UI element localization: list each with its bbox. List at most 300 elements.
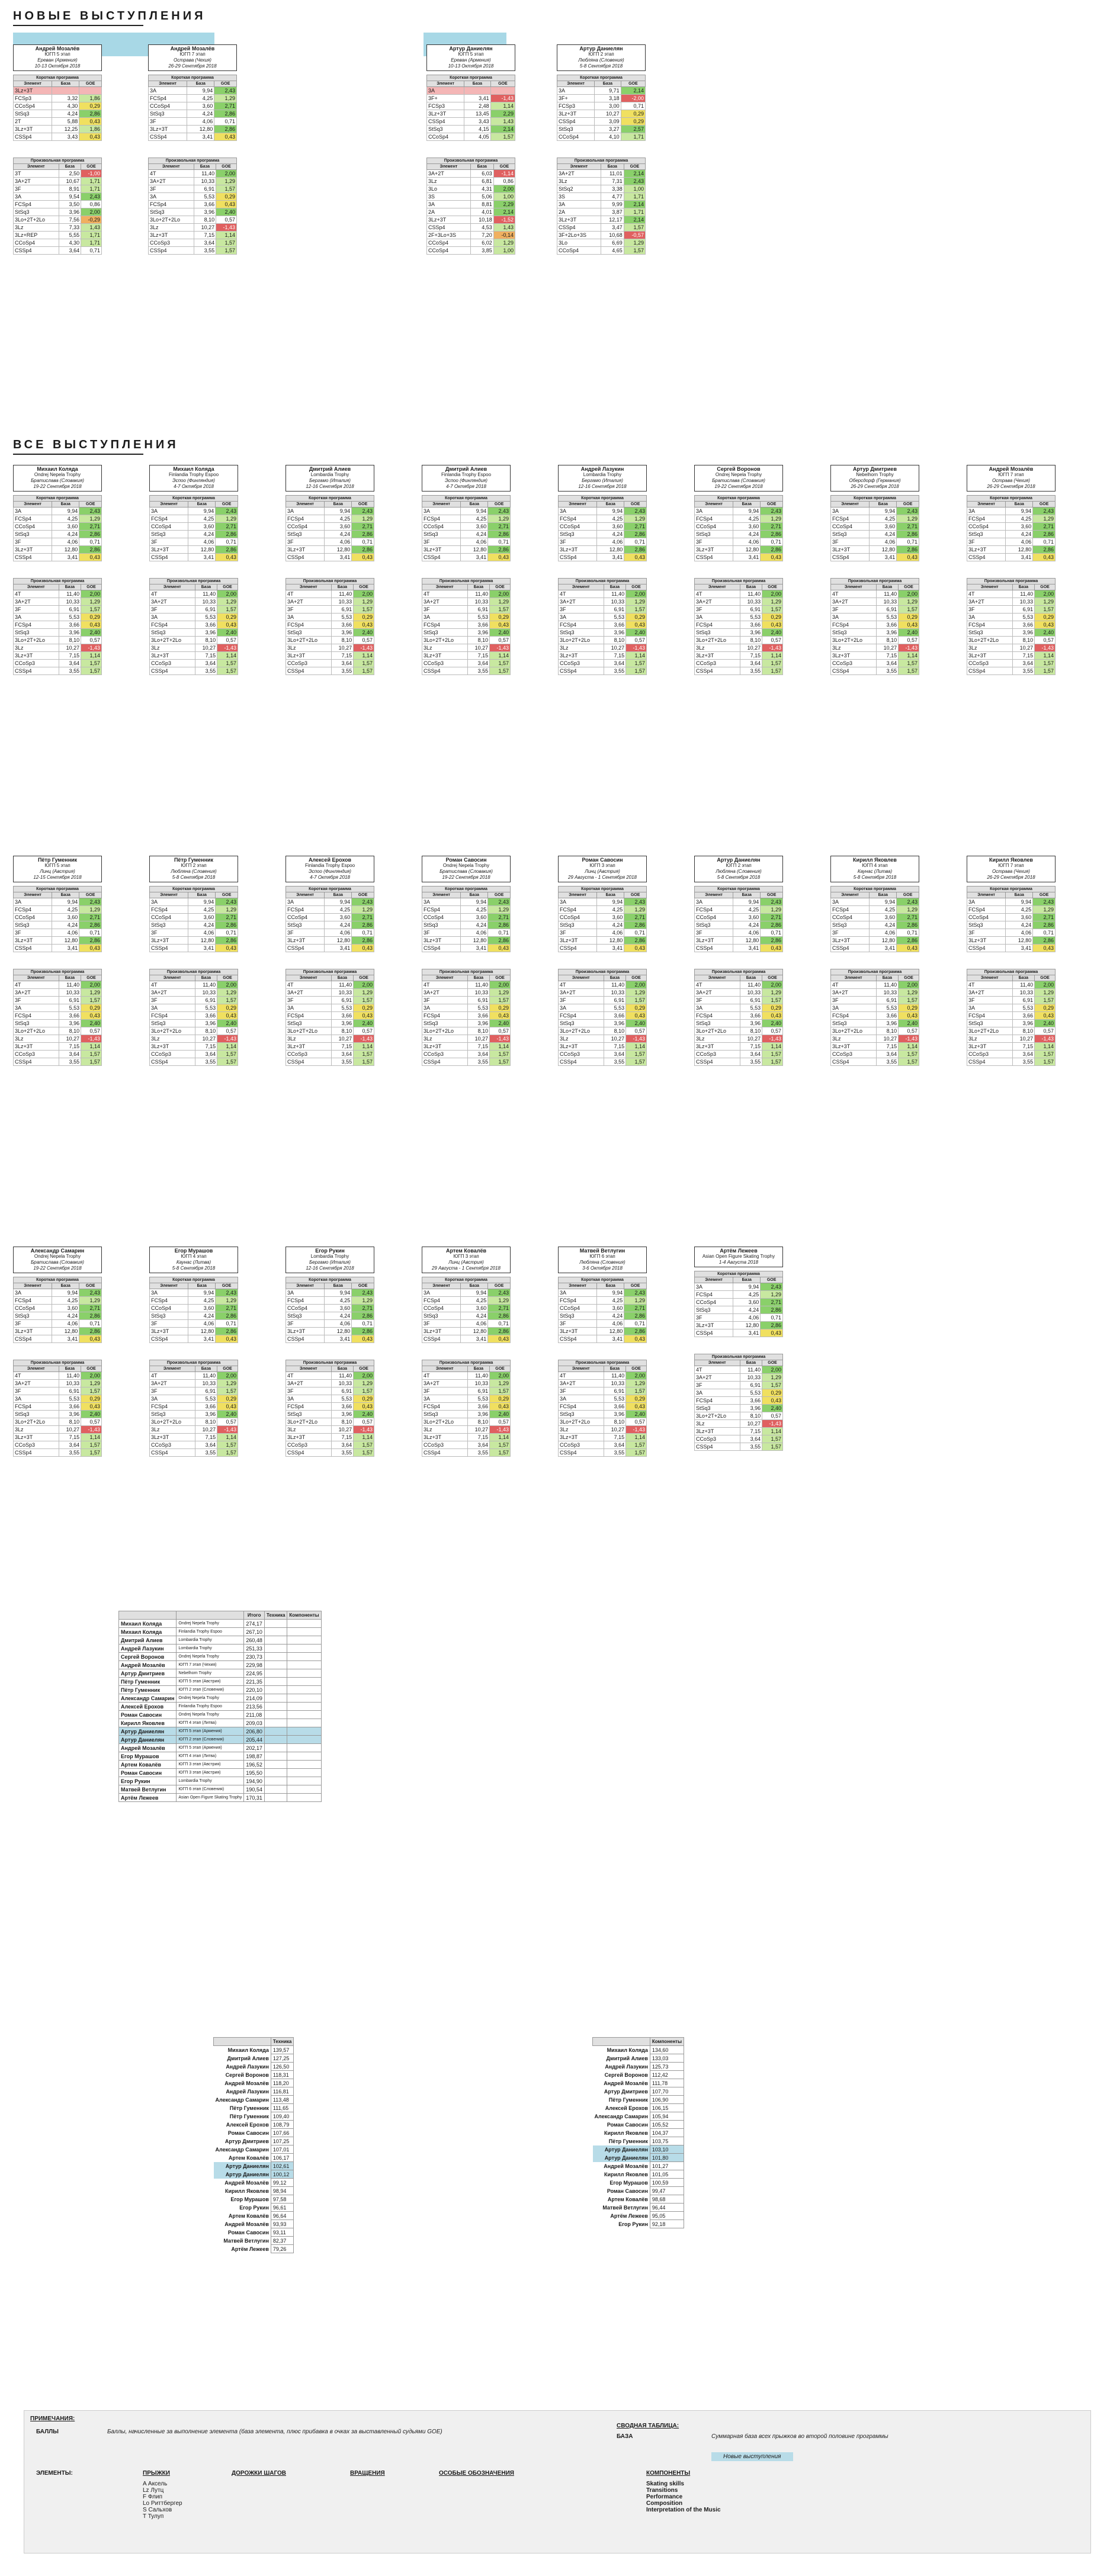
element-goe: 2,00 [81, 590, 102, 598]
element-header: Элемент [831, 892, 870, 898]
element-header: Элемент [831, 975, 877, 981]
element-base: 7,33 [59, 224, 81, 232]
element-base: 8,10 [1012, 637, 1035, 644]
element-base: 7,15 [331, 1434, 354, 1441]
element-goe: 1,29 [216, 1297, 238, 1305]
element-base: 6,69 [601, 239, 624, 247]
element-goe: 2,43 [761, 898, 783, 906]
notes-panel [24, 2410, 1091, 2553]
element-goe: -1,00 [81, 170, 102, 178]
element-name: 3F [286, 1320, 325, 1328]
program-title: Произвольная программа [149, 158, 237, 164]
base-header: База [331, 584, 354, 590]
element-base: 5,53 [876, 1004, 899, 1012]
rank-name: Кирилл Яковлев [224, 2188, 269, 2194]
element-row [831, 1035, 919, 1043]
element-goe: 2,86 [216, 921, 238, 929]
element-base: 7,20 [470, 232, 493, 239]
element-row [286, 1289, 374, 1297]
element-row [967, 538, 1056, 546]
rank-name: Артем Ковалёв [607, 2196, 648, 2202]
skater-card [694, 465, 783, 675]
element-goe: 0,57 [1035, 637, 1056, 644]
element-row [967, 1020, 1056, 1027]
element-row [559, 554, 647, 561]
element-row [14, 170, 102, 178]
element-row [967, 606, 1056, 614]
rank-row [214, 2079, 294, 2087]
element-name: 3Lo+2T+2Lo [286, 637, 332, 644]
element-base: 5,53 [194, 193, 216, 201]
element-name: 3F [422, 538, 461, 546]
element-base: 3,64 [59, 1441, 81, 1449]
base-header: База [52, 81, 79, 87]
element-goe: 2,86 [488, 1312, 511, 1320]
element-name: CCoSp4 [831, 914, 870, 921]
element-base: 4,24 [188, 531, 216, 538]
rank-name: Дмитрий Алиев [227, 2055, 269, 2061]
element-row [695, 629, 783, 637]
event-dates: 19-22 Сентября 2018 [33, 1265, 82, 1271]
element-goe: 0,57 [217, 637, 238, 644]
goe-header: GOE [488, 502, 511, 508]
element-row [422, 921, 511, 929]
event-place: Каунас (Литва) [176, 1260, 211, 1265]
element-name: CSSp4 [831, 667, 877, 675]
skater-card [13, 465, 102, 675]
element-base: 3,55 [604, 667, 626, 675]
element-goe: 1,43 [81, 224, 102, 232]
element-base: 10,27 [195, 1035, 217, 1043]
element-table [422, 969, 511, 1066]
element-goe: 0,71 [216, 538, 238, 546]
element-base: 9,94 [733, 898, 761, 906]
element-name: FCSp4 [967, 906, 1006, 914]
element-goe: 1,57 [217, 1058, 238, 1066]
element-base: 9,94 [733, 1283, 761, 1291]
element-base: 5,53 [467, 1004, 490, 1012]
element-base: 6,91 [195, 997, 217, 1004]
element-row [831, 937, 919, 945]
rank-name: Кирилл Яковлев [604, 2129, 648, 2136]
element-row [695, 1020, 783, 1027]
element-base: 3,41 [188, 554, 216, 561]
element-base: 5,53 [331, 1004, 354, 1012]
element-base: 3,60 [325, 914, 352, 921]
element-goe: 0,71 [81, 247, 102, 255]
element-goe: 2,00 [217, 981, 238, 989]
element-base: 7,15 [604, 1043, 626, 1051]
rank-name: Артур Дмитриев [604, 2088, 648, 2095]
element-goe: 0,57 [216, 216, 237, 224]
element-row [967, 1051, 1056, 1058]
element-name: CCoSp4 [150, 914, 188, 921]
element-goe: 0,71 [761, 929, 783, 937]
base-header: База [740, 1360, 762, 1366]
element-row [286, 1380, 374, 1387]
element-base: 4,25 [325, 1297, 352, 1305]
element-row [150, 629, 238, 637]
element-row [427, 133, 515, 141]
element-name: 4T [14, 590, 59, 598]
rank-name: Михаил Коляда [227, 2047, 269, 2053]
element-row [14, 997, 102, 1004]
element-goe: 1,57 [81, 606, 102, 614]
element-name: 3Lz [150, 644, 195, 652]
goe-header: GOE [79, 892, 102, 898]
summary-row [119, 1769, 322, 1777]
element-goe: 1,71 [624, 208, 645, 216]
element-row [695, 1420, 783, 1428]
element-table [558, 495, 647, 561]
element-name: 3A+2T [14, 598, 59, 606]
element-header: Элемент [695, 584, 740, 590]
element-row [150, 1434, 238, 1441]
element-row [150, 1328, 238, 1335]
base-header: База [59, 975, 81, 981]
rank-value: 96,44 [650, 2204, 684, 2212]
element-row [422, 538, 511, 546]
element-goe: 2,86 [488, 1328, 511, 1335]
rank-value: 105,94 [650, 2112, 684, 2121]
rank-row [214, 2187, 294, 2195]
element-row [559, 1004, 647, 1012]
element-base: 3,60 [461, 1305, 488, 1312]
event-place: Братислава (Словакия) [31, 478, 84, 483]
element-base: 9,94 [188, 898, 216, 906]
summary-event: Finlandia Trophy Espoo [177, 1628, 244, 1636]
element-base: 3,66 [876, 621, 899, 629]
element-row [695, 1389, 783, 1397]
element-row [14, 1403, 102, 1411]
element-name: 3A [14, 1395, 59, 1403]
element-row [422, 1380, 511, 1387]
summary-row [119, 1719, 322, 1727]
element-row [14, 87, 102, 95]
element-base: 3,66 [740, 621, 762, 629]
element-base: 3,60 [188, 523, 216, 531]
element-row [427, 102, 515, 110]
element-name: FCSp4 [695, 906, 733, 914]
element-name: 3Lz [559, 644, 604, 652]
element-goe: 2,71 [624, 914, 647, 921]
element-goe: 2,43 [761, 1283, 783, 1291]
element-row [286, 637, 374, 644]
element-name: 4T [967, 981, 1013, 989]
element-name: FCSp4 [150, 621, 195, 629]
element-name: 3Lz+3T [14, 87, 52, 95]
element-table [558, 1277, 647, 1343]
element-goe: 2,86 [897, 546, 919, 554]
element-row [695, 621, 783, 629]
rank-tech-title: Техника [271, 2038, 293, 2046]
element-base: 10,33 [194, 178, 216, 185]
element-table [149, 1360, 238, 1457]
element-base: 7,15 [1012, 1043, 1035, 1051]
rank-name: Роман Савосин [607, 2188, 648, 2194]
base-header: База [464, 81, 491, 87]
element-table [694, 1354, 783, 1451]
element-base: 5,53 [740, 614, 762, 621]
element-row [559, 989, 647, 997]
element-goe: 0,57 [354, 637, 374, 644]
element-row [14, 1289, 102, 1297]
element-name: 3F [559, 929, 597, 937]
element-base: 3,55 [331, 1058, 354, 1066]
event-name: ЮГП 7 этап [179, 52, 206, 57]
element-base: 9,99 [601, 201, 624, 208]
element-goe: 2,71 [488, 1305, 511, 1312]
base-header: База [187, 81, 214, 87]
element-table [830, 886, 919, 952]
element-table [285, 495, 374, 561]
element-row [559, 997, 647, 1004]
element-goe: 0,29 [1035, 1004, 1056, 1012]
element-goe: 0,29 [490, 1395, 511, 1403]
element-row [14, 110, 102, 118]
element-goe: 0,43 [1033, 554, 1056, 561]
element-base: 7,15 [740, 1043, 762, 1051]
element-goe: -1,43 [217, 644, 238, 652]
notes-goe-label: БАЗА [617, 2433, 633, 2440]
element-goe: 1,14 [626, 1043, 647, 1051]
element-name: StSq3 [967, 531, 1006, 538]
element-row [286, 1328, 374, 1335]
element-base: 3,64 [740, 660, 762, 667]
element-base: 10,18 [470, 216, 493, 224]
summary-total: 274,17 [244, 1620, 265, 1628]
element-row [14, 232, 102, 239]
base-header: База [188, 892, 216, 898]
element-table [285, 1277, 374, 1343]
rank-row [214, 2104, 294, 2112]
element-row [150, 1312, 238, 1320]
element-goe: 2,40 [354, 1411, 374, 1418]
element-header: Элемент [150, 892, 188, 898]
element-table [558, 1360, 647, 1457]
summary-event: ЮГП 4 этап (Литва) [177, 1719, 244, 1727]
goe-header: GOE [762, 1360, 783, 1366]
element-goe: 1,00 [624, 185, 645, 193]
element-goe: 2,86 [624, 921, 647, 929]
event-name: ЮГП 7 этап [998, 863, 1024, 868]
element-base: 3,66 [195, 1012, 217, 1020]
element-base: 12,80 [461, 937, 488, 945]
element-goe: 2,00 [216, 170, 237, 178]
element-name: 3Lz [14, 1426, 59, 1434]
element-name: 3Lz+3T [422, 937, 461, 945]
element-base: 3,41 [733, 1329, 761, 1337]
summary-name: Андрей Мозалёв [119, 1661, 177, 1669]
element-row [831, 906, 919, 914]
element-row [422, 508, 511, 515]
element-goe: 1,57 [217, 1441, 238, 1449]
goe-header: GOE [81, 584, 102, 590]
element-goe: 0,29 [216, 193, 237, 201]
element-row [150, 981, 238, 989]
element-name: 3A [559, 1289, 597, 1297]
rank-value: 96,64 [271, 2212, 293, 2220]
element-name: 3Lz+3T [695, 546, 733, 554]
element-goe: 0,57 [217, 1027, 238, 1035]
element-goe: 1,14 [217, 652, 238, 660]
element-base: 3,60 [52, 1305, 79, 1312]
element-name: 3A [150, 898, 188, 906]
element-base: 3,55 [604, 1058, 626, 1066]
rank-name: Егор Мурашов [609, 2179, 648, 2186]
element-row [14, 1411, 102, 1418]
element-row [286, 914, 374, 921]
element-row [559, 1387, 647, 1395]
element-goe: 2,00 [490, 1372, 511, 1380]
element-name: 3A+2T [286, 989, 332, 997]
element-name: 3A+2T [286, 598, 332, 606]
element-goe: 2,43 [352, 898, 374, 906]
element-row [559, 1035, 647, 1043]
element-goe: 1,57 [490, 1449, 511, 1457]
rank-value: 96,61 [271, 2204, 293, 2212]
notes-jump-item: T Тулуп [143, 2513, 164, 2520]
program-title: Короткая программа [149, 75, 237, 81]
element-name: 4T [422, 590, 468, 598]
summary-row [119, 1777, 322, 1785]
notes-balls-label: БАЛЛЫ [36, 2429, 59, 2435]
element-goe: 2,86 [216, 531, 238, 538]
element-base: 3,66 [876, 1012, 899, 1020]
summary-event: Ondrej Nepela Trophy [177, 1694, 244, 1703]
rank-row [214, 2129, 294, 2137]
element-name: CCoSp3 [559, 660, 604, 667]
element-goe: 1,14 [762, 1428, 783, 1435]
element-base: 3,55 [331, 667, 354, 675]
element-goe: 2,00 [354, 590, 374, 598]
element-name: 3Lo+2T+2Lo [967, 1027, 1013, 1035]
element-header: Элемент [150, 975, 195, 981]
element-base: 7,15 [195, 652, 217, 660]
element-goe: 1,29 [354, 1380, 374, 1387]
element-goe: 1,29 [897, 906, 919, 914]
element-goe: 2,86 [352, 1328, 374, 1335]
event-dates: 19-22 Сентября 2018 [33, 484, 82, 489]
element-row [831, 606, 919, 614]
element-base: 8,10 [59, 1027, 81, 1035]
element-goe: 2,71 [352, 914, 374, 921]
element-row [695, 523, 783, 531]
rank-row [593, 2170, 684, 2179]
element-base: 10,33 [195, 1380, 217, 1387]
element-name: FCSp4 [831, 621, 877, 629]
element-name: CSSp4 [14, 1058, 59, 1066]
skater-card [285, 1247, 374, 1457]
element-goe: 1,29 [81, 989, 102, 997]
element-name: 3Lz+3T [559, 1043, 604, 1051]
element-goe: 2,71 [488, 523, 511, 531]
base-header: База [194, 164, 216, 170]
element-goe: 2,40 [81, 1020, 102, 1027]
summary-comp-header: Компоненты [287, 1611, 321, 1620]
element-goe: 1,57 [216, 185, 237, 193]
element-name: CCoSp3 [695, 1435, 740, 1443]
element-base: 10,27 [604, 1035, 626, 1043]
element-goe: 2,40 [217, 1411, 238, 1418]
element-base [464, 87, 491, 95]
element-base: 4,25 [733, 515, 761, 523]
spacer [285, 952, 374, 965]
element-name: CSSp4 [150, 1058, 195, 1066]
element-row [967, 508, 1056, 515]
goe-header: GOE [762, 975, 783, 981]
goe-header: GOE [217, 584, 238, 590]
element-table [13, 1277, 102, 1343]
element-row [557, 170, 646, 178]
element-base: 4,06 [733, 538, 761, 546]
element-goe: 1,29 [352, 1297, 374, 1305]
element-goe: 2,86 [624, 546, 647, 554]
element-name: 3Lo+2T+2Lo [150, 1418, 195, 1426]
element-row [695, 937, 783, 945]
goe-header: GOE [624, 1283, 647, 1289]
element-row [150, 1027, 238, 1035]
element-header: Элемент [695, 892, 733, 898]
summary-tech [264, 1727, 287, 1736]
element-name: CSSp4 [557, 118, 595, 126]
element-goe: 0,71 [761, 538, 783, 546]
element-name: 3F [967, 929, 1006, 937]
notes-component-item: Interpretation of the Music [646, 2507, 721, 2513]
element-goe: 0,29 [354, 614, 374, 621]
summary-event: Ondrej Nepela Trophy [177, 1653, 244, 1661]
element-goe: 2,71 [761, 1299, 783, 1306]
element-goe: 0,29 [626, 614, 647, 621]
element-row [149, 185, 237, 193]
summary-total: 209,03 [244, 1719, 265, 1727]
element-base: 4,24 [325, 921, 352, 929]
notes-spins-heading: ВРАЩЕНИЯ [350, 2470, 385, 2477]
element-name: 3Lz+3T [422, 652, 468, 660]
element-goe: -1,43 [354, 1035, 374, 1043]
element-row [967, 937, 1056, 945]
element-goe: 2,40 [216, 208, 237, 216]
element-header: Элемент [14, 502, 52, 508]
element-name: 3A [14, 508, 52, 515]
element-table [149, 1277, 238, 1343]
event-name: ЮГП 6 этап [589, 1254, 615, 1259]
element-base: 4,24 [733, 921, 761, 929]
element-row [557, 224, 646, 232]
program-title: Произвольная программа [14, 1360, 102, 1366]
element-name: 4T [559, 981, 604, 989]
event-place: Бергамо (Италия) [309, 1260, 351, 1265]
base-header: База [331, 975, 354, 981]
element-goe: 2,00 [217, 590, 238, 598]
element-row [695, 1405, 783, 1412]
element-name: CCoSp3 [150, 1441, 195, 1449]
element-row [831, 523, 919, 531]
element-base: 11,40 [195, 981, 217, 989]
element-base: 8,10 [59, 1418, 81, 1426]
element-row [695, 614, 783, 621]
summary-total: 170,31 [244, 1794, 265, 1802]
summary-total: 214,09 [244, 1694, 265, 1703]
element-row [695, 637, 783, 644]
program-title: Произвольная программа [695, 1354, 783, 1360]
element-name: FCSp4 [14, 1297, 52, 1305]
element-goe: 1,29 [1035, 598, 1056, 606]
element-row [14, 133, 102, 141]
element-base: 10,27 [1012, 644, 1035, 652]
element-goe: 1,57 [762, 997, 783, 1004]
element-row [831, 621, 919, 629]
